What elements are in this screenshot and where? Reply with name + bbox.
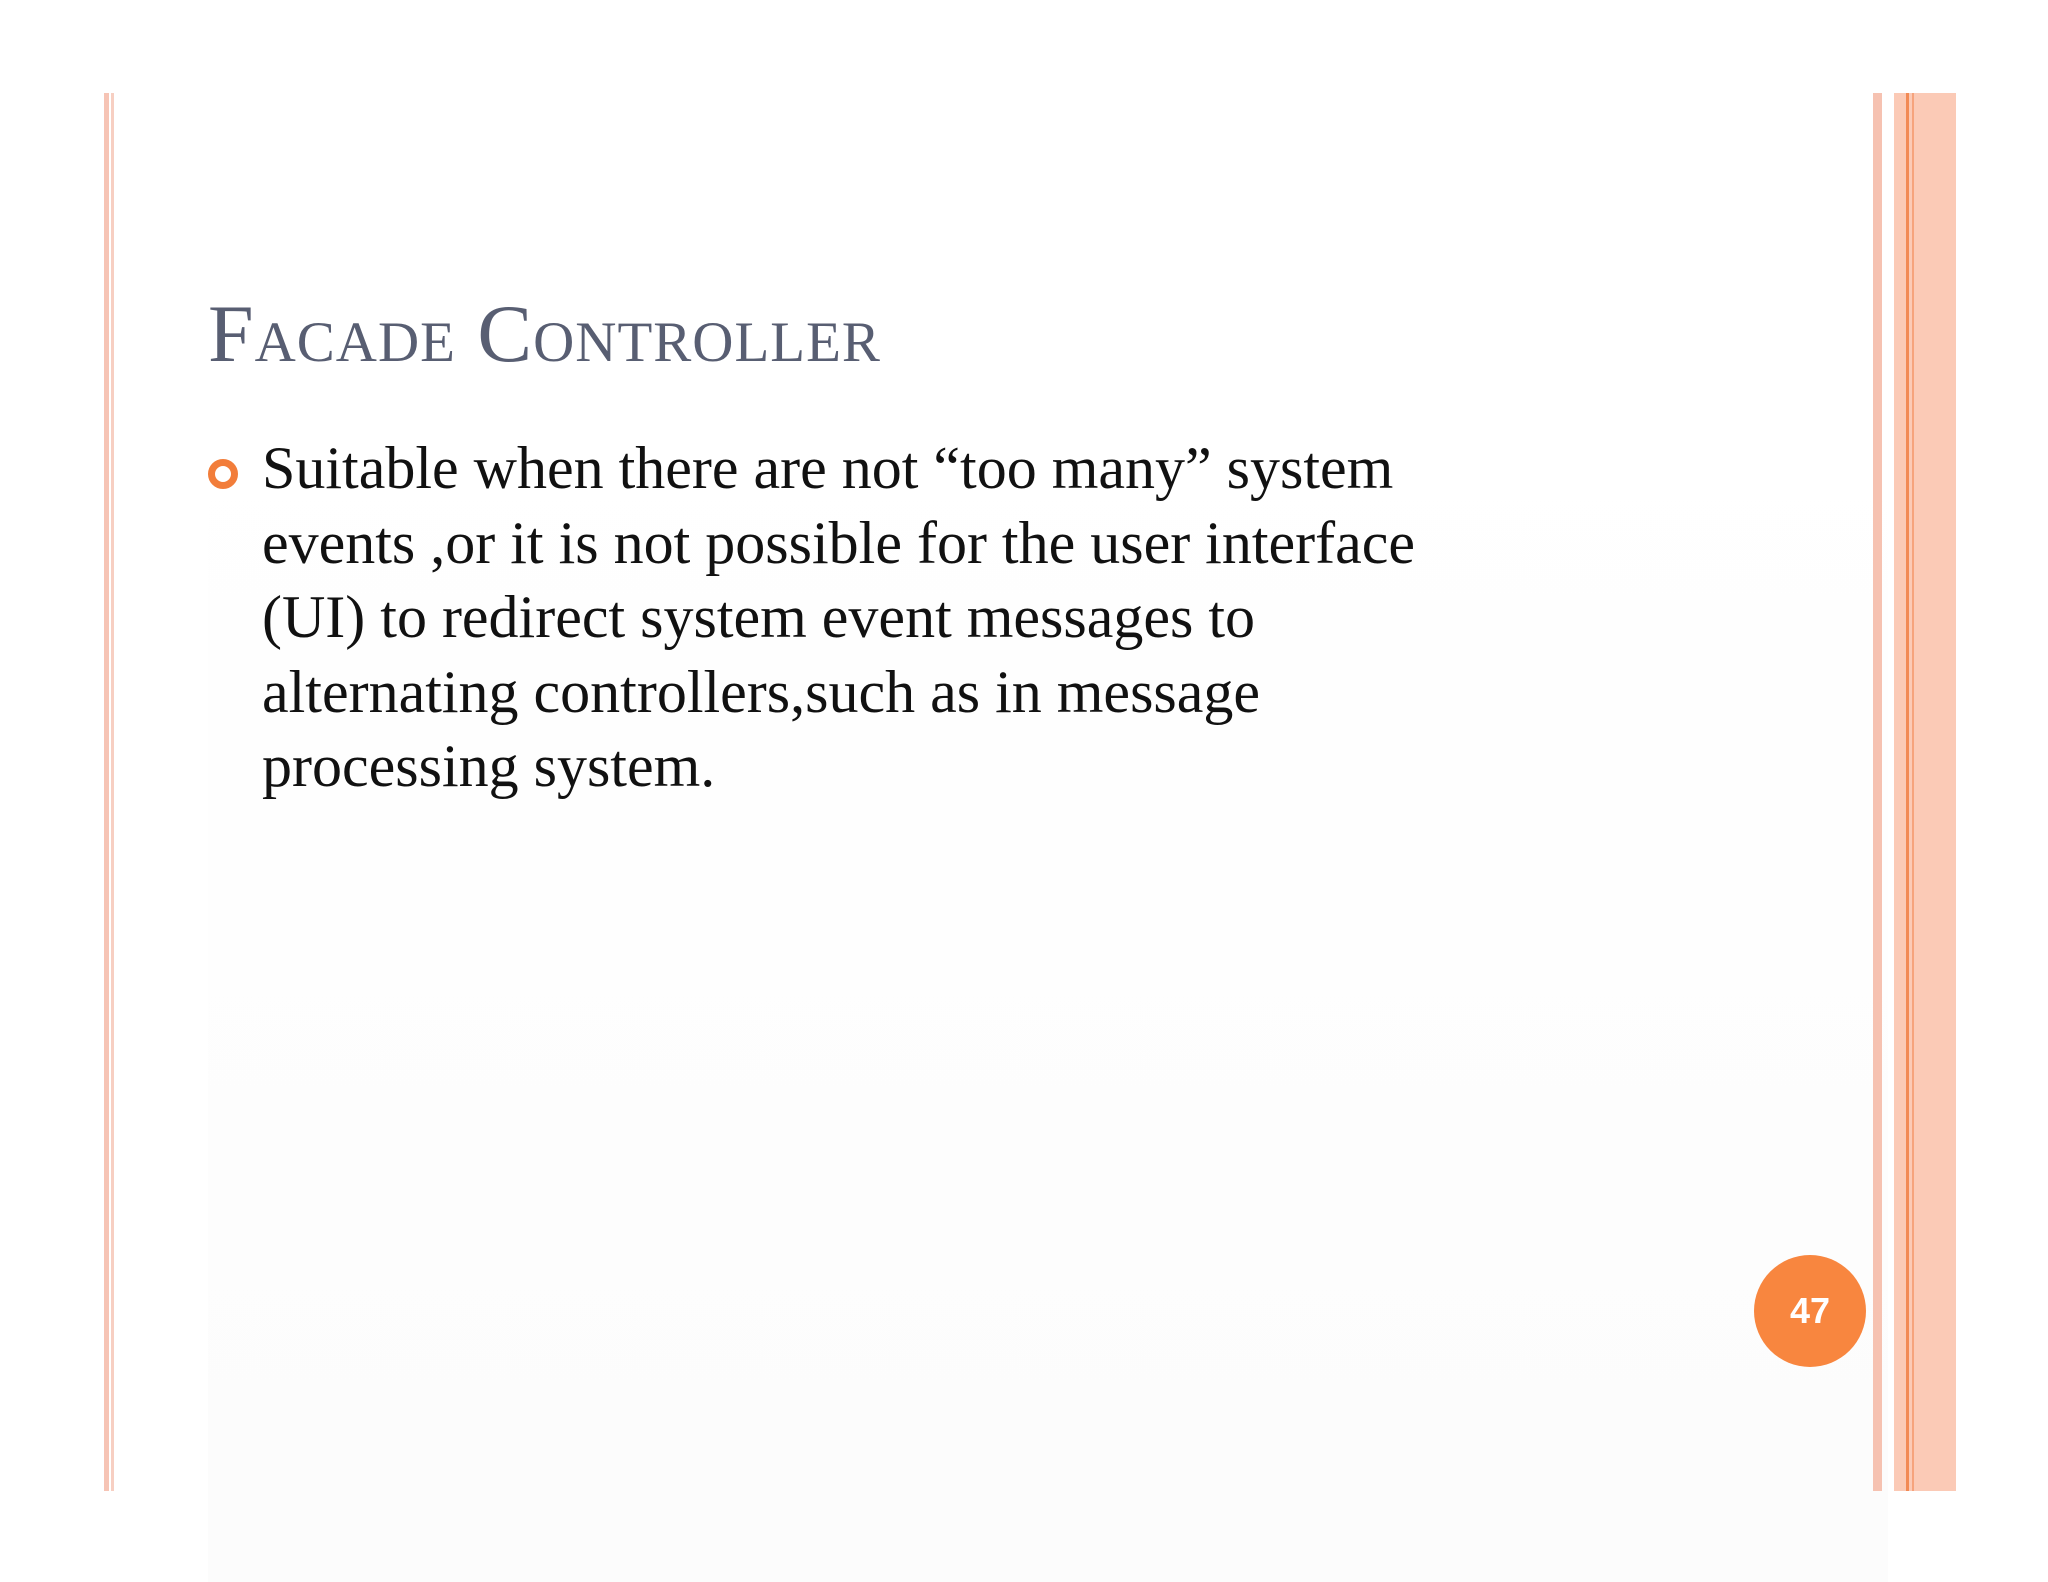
left-border-line — [104, 93, 109, 1491]
bullet-line: events ,or it is not possible for the user interface — [262, 509, 1416, 576]
right-border-accent-line-light — [1912, 93, 1914, 1491]
bullet-line: Suitable when there are not “too many” system — [262, 435, 1394, 501]
bullet-line: alternating controllers,such as in message — [262, 658, 1261, 725]
slide-title: Facade Controller — [208, 288, 881, 379]
left-border-line-inner — [111, 93, 114, 1491]
right-border-thin-line — [1873, 93, 1882, 1491]
bullet-line: processing system. — [262, 733, 716, 799]
bullet-line: (UI) to redirect system event messages to — [262, 584, 1256, 650]
right-border-accent-line — [1906, 93, 1909, 1491]
ring-bullet-icon — [208, 459, 238, 489]
right-border-band — [1894, 93, 1956, 1491]
bullet-text — [262, 431, 1862, 804]
page-number-badge: 47 — [1754, 1255, 1866, 1367]
